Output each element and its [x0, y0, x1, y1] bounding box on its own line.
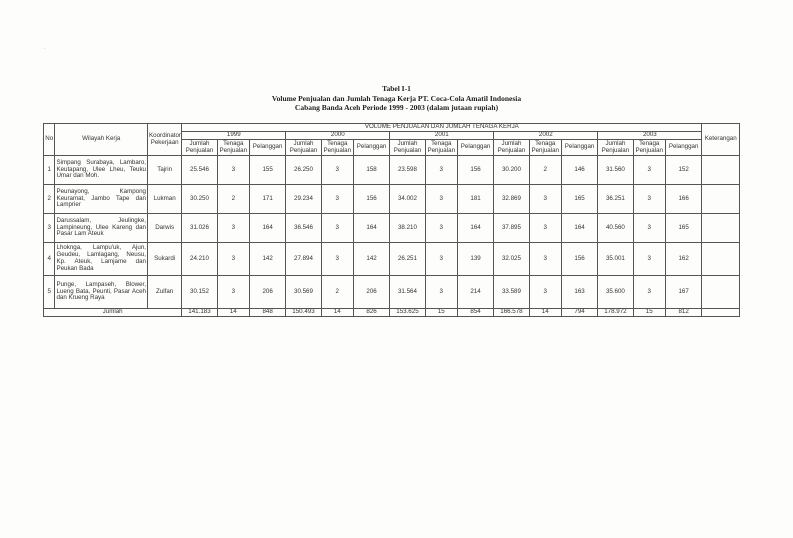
row-value: 30.250	[182, 185, 217, 214]
row-value: 3	[321, 185, 353, 214]
row-value: 30.200	[494, 156, 529, 185]
row-value: 3	[529, 243, 561, 276]
row-no: 2	[44, 185, 55, 214]
row-value: 2	[529, 156, 561, 185]
row-value: 3	[425, 276, 457, 309]
row-no: 4	[44, 243, 55, 276]
row-koordinator: Tajrin	[148, 156, 182, 185]
row-value: 34.002	[390, 185, 425, 214]
row-value: 32.025	[494, 243, 529, 276]
row-no: 3	[44, 214, 55, 243]
row-value: 214	[457, 276, 493, 309]
row-value: 146	[561, 156, 597, 185]
total-value: 178.972	[598, 309, 633, 317]
header-year-1999: 1999	[182, 132, 286, 140]
header-tenaga: Tenaga Penjualan	[217, 140, 249, 156]
row-value: 3	[633, 214, 665, 243]
header-koordinator: Koordinator Pekerjaan	[148, 124, 182, 156]
row-value: 35.600	[598, 276, 633, 309]
row-value: 3	[633, 276, 665, 309]
table-subtitle-2: Cabang Banda Aceh Periode 1999 - 2003 (dalam jutaan rupiah)	[294, 103, 499, 112]
header-keterangan: Keterangan	[702, 124, 740, 156]
header-year-2000: 2000	[286, 132, 390, 140]
row-value: 3	[633, 185, 665, 214]
header-year-2002: 2002	[494, 132, 598, 140]
row-value: 32.869	[494, 185, 529, 214]
row-value: 162	[665, 243, 702, 276]
total-value: 153.625	[390, 309, 425, 317]
row-koordinator: Darwis	[148, 214, 182, 243]
row-value: 3	[529, 185, 561, 214]
header-pelanggan: Pelanggan	[665, 140, 702, 156]
row-no: 1	[44, 156, 55, 185]
row-value: 156	[457, 156, 493, 185]
header-jumlah: Jumlah Penjualan	[598, 140, 633, 156]
header-tenaga: Tenaga Penjualan	[529, 140, 561, 156]
total-label: Jumlah	[44, 309, 182, 317]
total-value: 848	[249, 309, 285, 317]
row-value: 142	[249, 243, 285, 276]
row-keterangan	[702, 243, 740, 276]
row-wilayah: Lhoknga, Lampu'uk, Ajun, Geudeu, Lamlagang, Neusu, Kp. Ateuk, Lamjame dan Peukan Bada	[55, 243, 148, 276]
header-pelanggan: Pelanggan	[561, 140, 597, 156]
row-keterangan	[702, 276, 740, 309]
table-row	[44, 243, 740, 276]
header-tenaga: Tenaga Penjualan	[321, 140, 353, 156]
row-value: 206	[249, 276, 285, 309]
row-value: 3	[217, 243, 249, 276]
total-value: 826	[353, 309, 389, 317]
table-row	[44, 214, 740, 243]
row-value: 3	[321, 243, 353, 276]
table-subtitle-1: Volume Penjualan dan Jumlah Tenaga Kerja PT. Coca-Cola Amatil Indonesia	[271, 93, 522, 103]
row-value: 156	[561, 243, 597, 276]
row-wilayah: Simpang Surabaya, Lambaro, Keutapang, Ulee Lheu, Teuku Umar dan Moh.	[55, 156, 148, 185]
row-value: 142	[353, 243, 389, 276]
row-value: 23.598	[390, 156, 425, 185]
scan-speck: ·	[44, 46, 46, 52]
total-value: 812	[665, 309, 702, 317]
row-value: 24.210	[182, 243, 217, 276]
row-value: 156	[353, 185, 389, 214]
row-value: 31.564	[390, 276, 425, 309]
total-value: 166.578	[494, 309, 529, 317]
row-value: 38.210	[390, 214, 425, 243]
row-wilayah: Peunayong, Kampong Keuramat, Jambo Tape dan Lamprier	[55, 185, 148, 214]
row-value: 25.546	[182, 156, 217, 185]
row-value: 26.250	[286, 156, 321, 185]
row-value: 30.152	[182, 276, 217, 309]
row-value: 31.560	[598, 156, 633, 185]
row-value: 206	[353, 276, 389, 309]
total-value: 150.493	[286, 309, 321, 317]
header-year-2003: 2003	[598, 132, 702, 140]
row-value: 3	[321, 214, 353, 243]
row-value: 164	[249, 214, 285, 243]
row-value: 164	[457, 214, 493, 243]
header-tenaga: Tenaga Penjualan	[633, 140, 665, 156]
row-value: 164	[353, 214, 389, 243]
row-value: 166	[665, 185, 702, 214]
total-value: 794	[561, 309, 597, 317]
row-keterangan	[702, 214, 740, 243]
row-koordinator: Lukman	[148, 185, 182, 214]
row-value: 30.569	[286, 276, 321, 309]
total-row	[44, 309, 740, 317]
header-jumlah: Jumlah Penjualan	[286, 140, 321, 156]
sales-volume-table	[43, 123, 740, 317]
row-value: 152	[665, 156, 702, 185]
header-pelanggan: Pelanggan	[249, 140, 285, 156]
total-value: 14	[529, 309, 561, 317]
row-value: 29.234	[286, 185, 321, 214]
table-title: Tabel I-1	[382, 84, 411, 93]
header-jumlah: Jumlah Penjualan	[182, 140, 217, 156]
row-koordinator: Sukardi	[148, 243, 182, 276]
header-year-2001: 2001	[390, 132, 494, 140]
table-body	[44, 156, 740, 309]
total-keterangan	[702, 309, 740, 317]
row-no: 5	[44, 276, 55, 309]
row-value: 3	[217, 276, 249, 309]
row-value: 3	[217, 214, 249, 243]
row-value: 163	[561, 276, 597, 309]
row-value: 31.026	[182, 214, 217, 243]
row-value: 3	[321, 156, 353, 185]
row-value: 181	[457, 185, 493, 214]
row-keterangan	[702, 156, 740, 185]
total-value: 14	[217, 309, 249, 317]
table-row	[44, 185, 740, 214]
row-value: 155	[249, 156, 285, 185]
row-value: 27.894	[286, 243, 321, 276]
row-value: 3	[633, 156, 665, 185]
row-value: 40.560	[598, 214, 633, 243]
row-value: 3	[633, 243, 665, 276]
row-value: 26.251	[390, 243, 425, 276]
row-value: 2	[217, 185, 249, 214]
total-value: 141.183	[182, 309, 217, 317]
row-keterangan	[702, 185, 740, 214]
header-jumlah: Jumlah Penjualan	[390, 140, 425, 156]
row-value: 164	[561, 214, 597, 243]
header-pelanggan: Pelanggan	[353, 140, 389, 156]
table-row	[44, 276, 740, 309]
row-value: 3	[217, 156, 249, 185]
row-wilayah: Darussalam, Jeulingke, Lampineung, Ulee Kareng dan Pasar Lam Ateuk	[55, 214, 148, 243]
header-tenaga: Tenaga Penjualan	[425, 140, 457, 156]
header-no: No	[44, 124, 55, 156]
row-value: 165	[665, 214, 702, 243]
row-koordinator: Zulfan	[148, 276, 182, 309]
total-value: 854	[457, 309, 493, 317]
row-value: 3	[425, 185, 457, 214]
total-value: 15	[633, 309, 665, 317]
row-value: 167	[665, 276, 702, 309]
row-value: 36.251	[598, 185, 633, 214]
row-value: 36.546	[286, 214, 321, 243]
row-value: 171	[249, 185, 285, 214]
row-value: 3	[425, 243, 457, 276]
total-value: 14	[321, 309, 353, 317]
table-caption	[0, 84, 793, 113]
header-volume: VOLUME PENJUALAN DAN JUMLAH TENAGA KERJA	[182, 124, 702, 132]
row-value: 158	[353, 156, 389, 185]
row-value: 33.589	[494, 276, 529, 309]
row-value: 139	[457, 243, 493, 276]
table-row	[44, 156, 740, 185]
row-value: 3	[425, 156, 457, 185]
header-jumlah: Jumlah Penjualan	[494, 140, 529, 156]
row-value: 2	[321, 276, 353, 309]
row-value: 3	[425, 214, 457, 243]
header-pelanggan: Pelanggan	[457, 140, 493, 156]
row-value: 35.001	[598, 243, 633, 276]
total-value: 15	[425, 309, 457, 317]
header-wilayah: Wilayah Kerja	[55, 124, 148, 156]
row-value: 3	[529, 214, 561, 243]
row-value: 3	[529, 276, 561, 309]
row-wilayah: Punge, Lampaseh, Blower, Lueng Bata, Peunti, Pasar Aceh dan Krueng Raya	[55, 276, 148, 309]
row-value: 37.895	[494, 214, 529, 243]
row-value: 165	[561, 185, 597, 214]
